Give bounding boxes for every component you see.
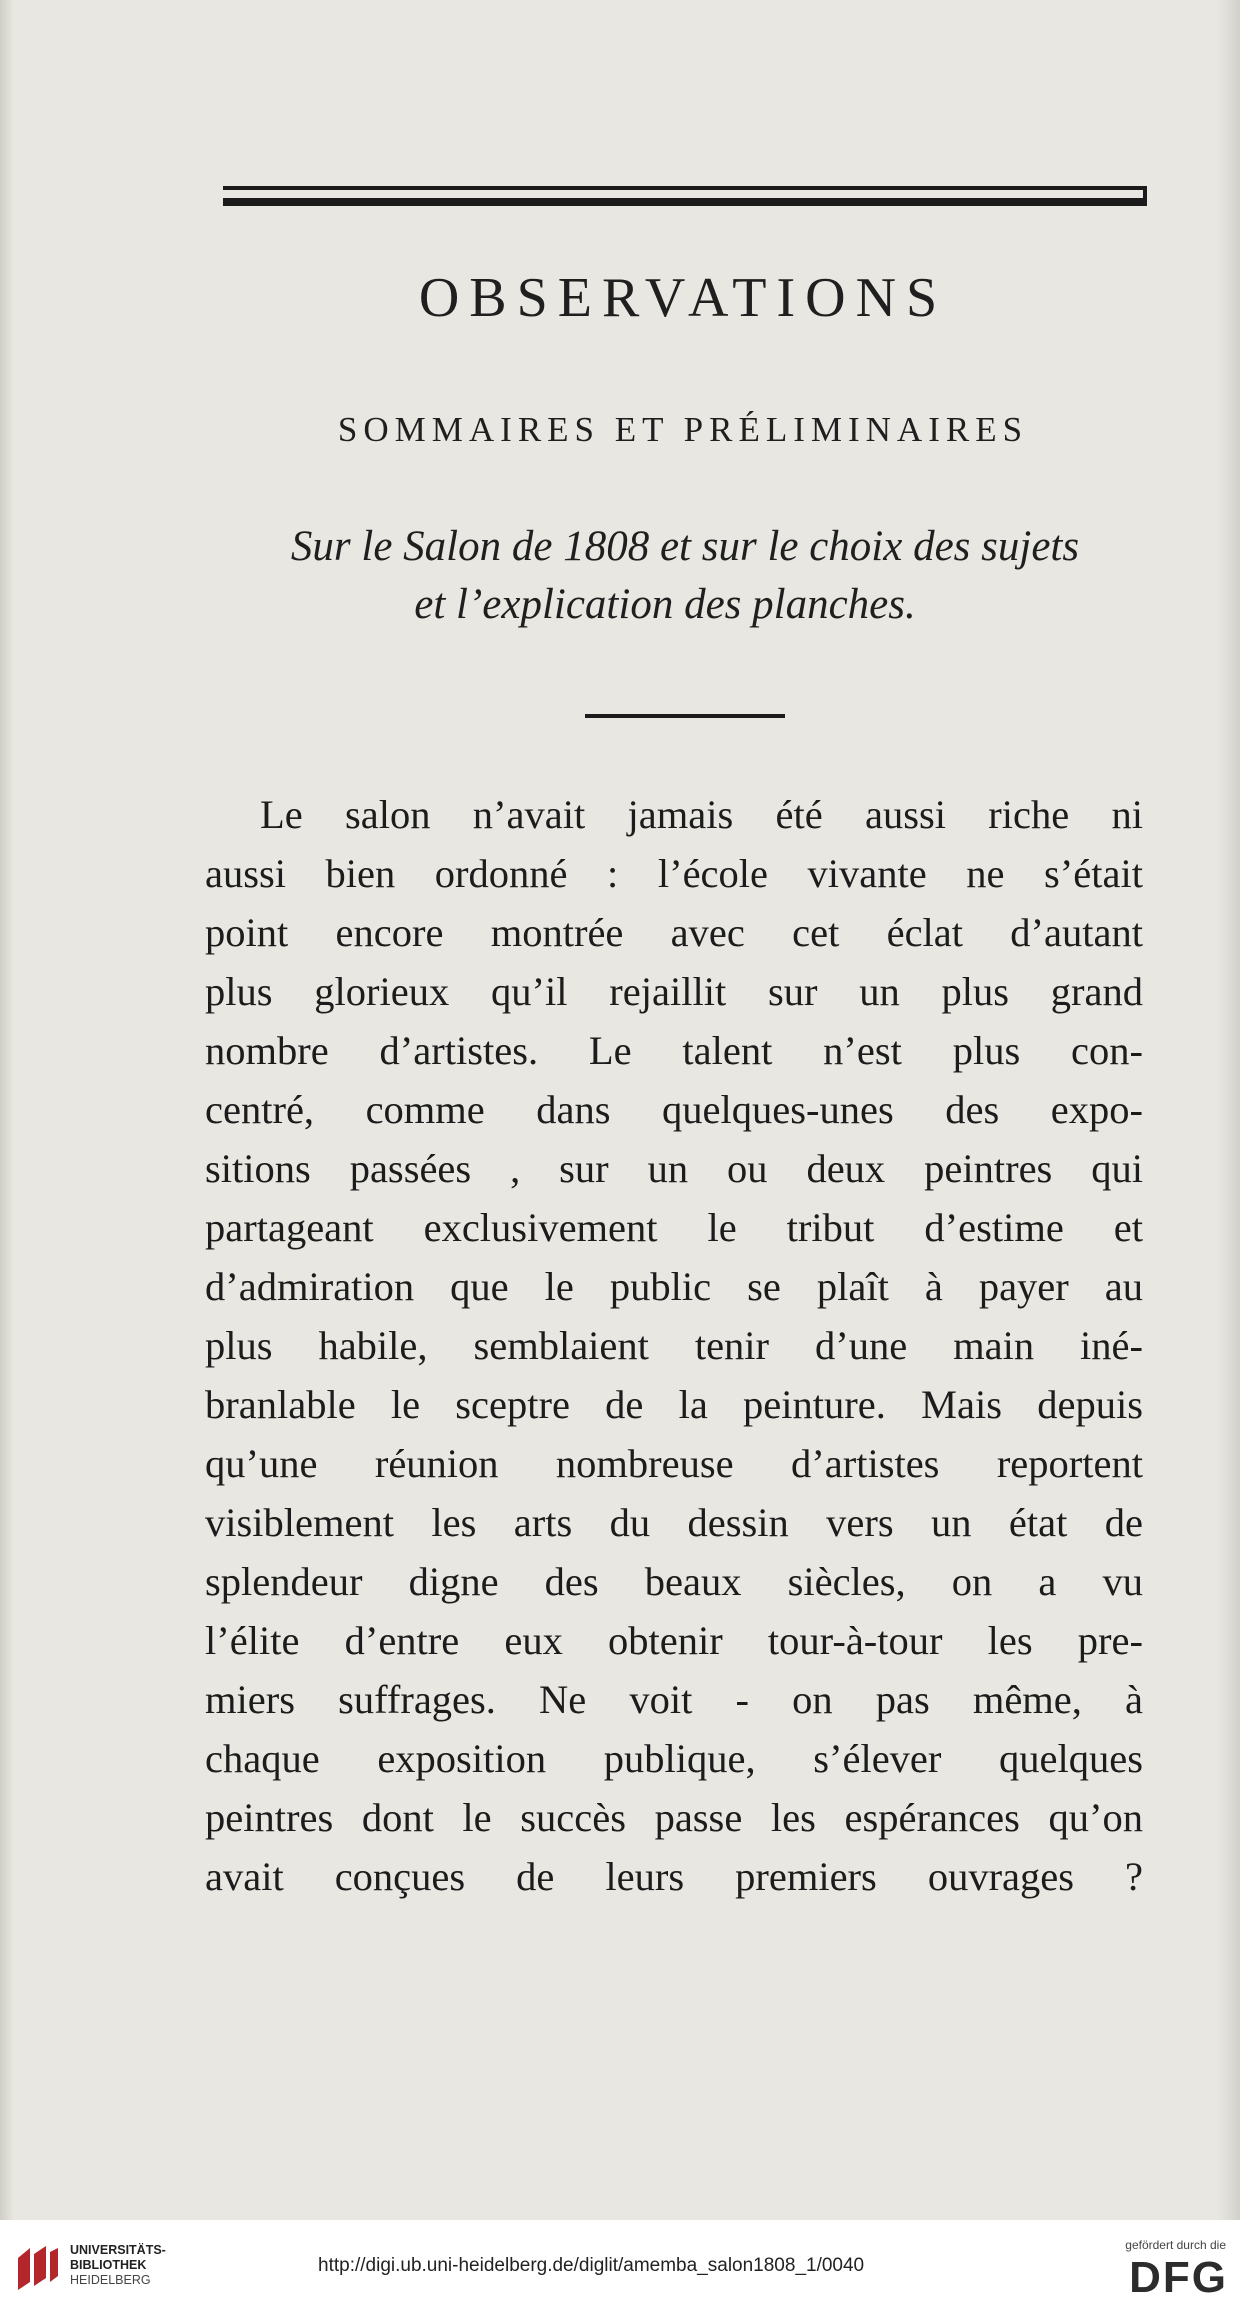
body-line: nombre d’artistes. Le talent n’est plus con-	[205, 1028, 1143, 1073]
body-line: visiblement les arts du dessin vers un état de	[205, 1500, 1143, 1545]
body-line: plus glorieux qu’il rejaillit sur un plus grand	[205, 969, 1143, 1014]
separator-rule	[585, 714, 785, 718]
italic-heading	[150, 518, 1150, 634]
body-line: miers suffrages. Ne voit - on pas même, à	[205, 1677, 1143, 1722]
body-line: plus habile, semblaient tenir d’une main iné-	[205, 1323, 1143, 1368]
body-line: partageant exclusivement le tribut d’estime et	[205, 1205, 1143, 1250]
page-subtitle: SOMMAIRES ET PRÉLIMINAIRES	[337, 410, 1029, 449]
italic-heading-line-2: et l’explication des planches.	[414, 581, 916, 629]
body-paragraph	[205, 785, 1143, 1906]
body-line: point encore montrée avec cet éclat d’autant	[205, 910, 1143, 955]
library-line-1: UNIVERSITÄTS-	[70, 2243, 166, 2257]
double-rule-top	[223, 186, 1143, 208]
page-title: OBSERVATIONS	[418, 267, 948, 329]
dfg-logo[interactable]: DFG	[1129, 2253, 1228, 2302]
university-library-logo-icon[interactable]	[12, 2242, 60, 2294]
body-line: Le salon n’avait jamais été aussi riche ni	[260, 792, 1143, 837]
library-name	[70, 2243, 166, 2288]
body-line: d’admiration que le public se plaît à payer au	[205, 1264, 1143, 1309]
body-line: aussi bien ordonné : l’école vivante ne s’était	[205, 851, 1143, 896]
body-line: l’élite d’entre eux obtenir tour-à-tour les pre-	[205, 1618, 1143, 1663]
funded-by-label: gefördert durch die	[1125, 2238, 1226, 2252]
body-line: peintres dont le succès passe les espérances qu’on	[205, 1795, 1143, 1840]
body-line: qu’une réunion nombreuse d’artistes reportent	[205, 1441, 1143, 1486]
body-line: centré, comme dans quelques-unes des expo-	[205, 1087, 1143, 1132]
body-line: sitions passées , sur un ou deux peintres qui	[205, 1146, 1143, 1191]
page-url-link[interactable]: http://digi.ub.uni-heidelberg.de/diglit/amemba_salon1808_1/0040	[318, 2255, 865, 2276]
body-line: chaque exposition publique, s’élever quelques	[205, 1736, 1143, 1781]
footer-bar	[0, 2220, 1248, 2315]
body-line: branlable le sceptre de la peinture. Mais depuis	[205, 1382, 1143, 1427]
italic-heading-line-1: Sur le Salon de 1808 et sur le choix des sujets	[290, 523, 1080, 570]
body-line: splendeur digne des beaux siècles, on a vu	[205, 1559, 1143, 1604]
library-line-3: HEIDELBERG	[70, 2273, 151, 2287]
body-line: avait conçues de leurs premiers ouvrages ?	[205, 1854, 1143, 1899]
library-line-2: BIBLIOTHEK	[70, 2258, 147, 2272]
